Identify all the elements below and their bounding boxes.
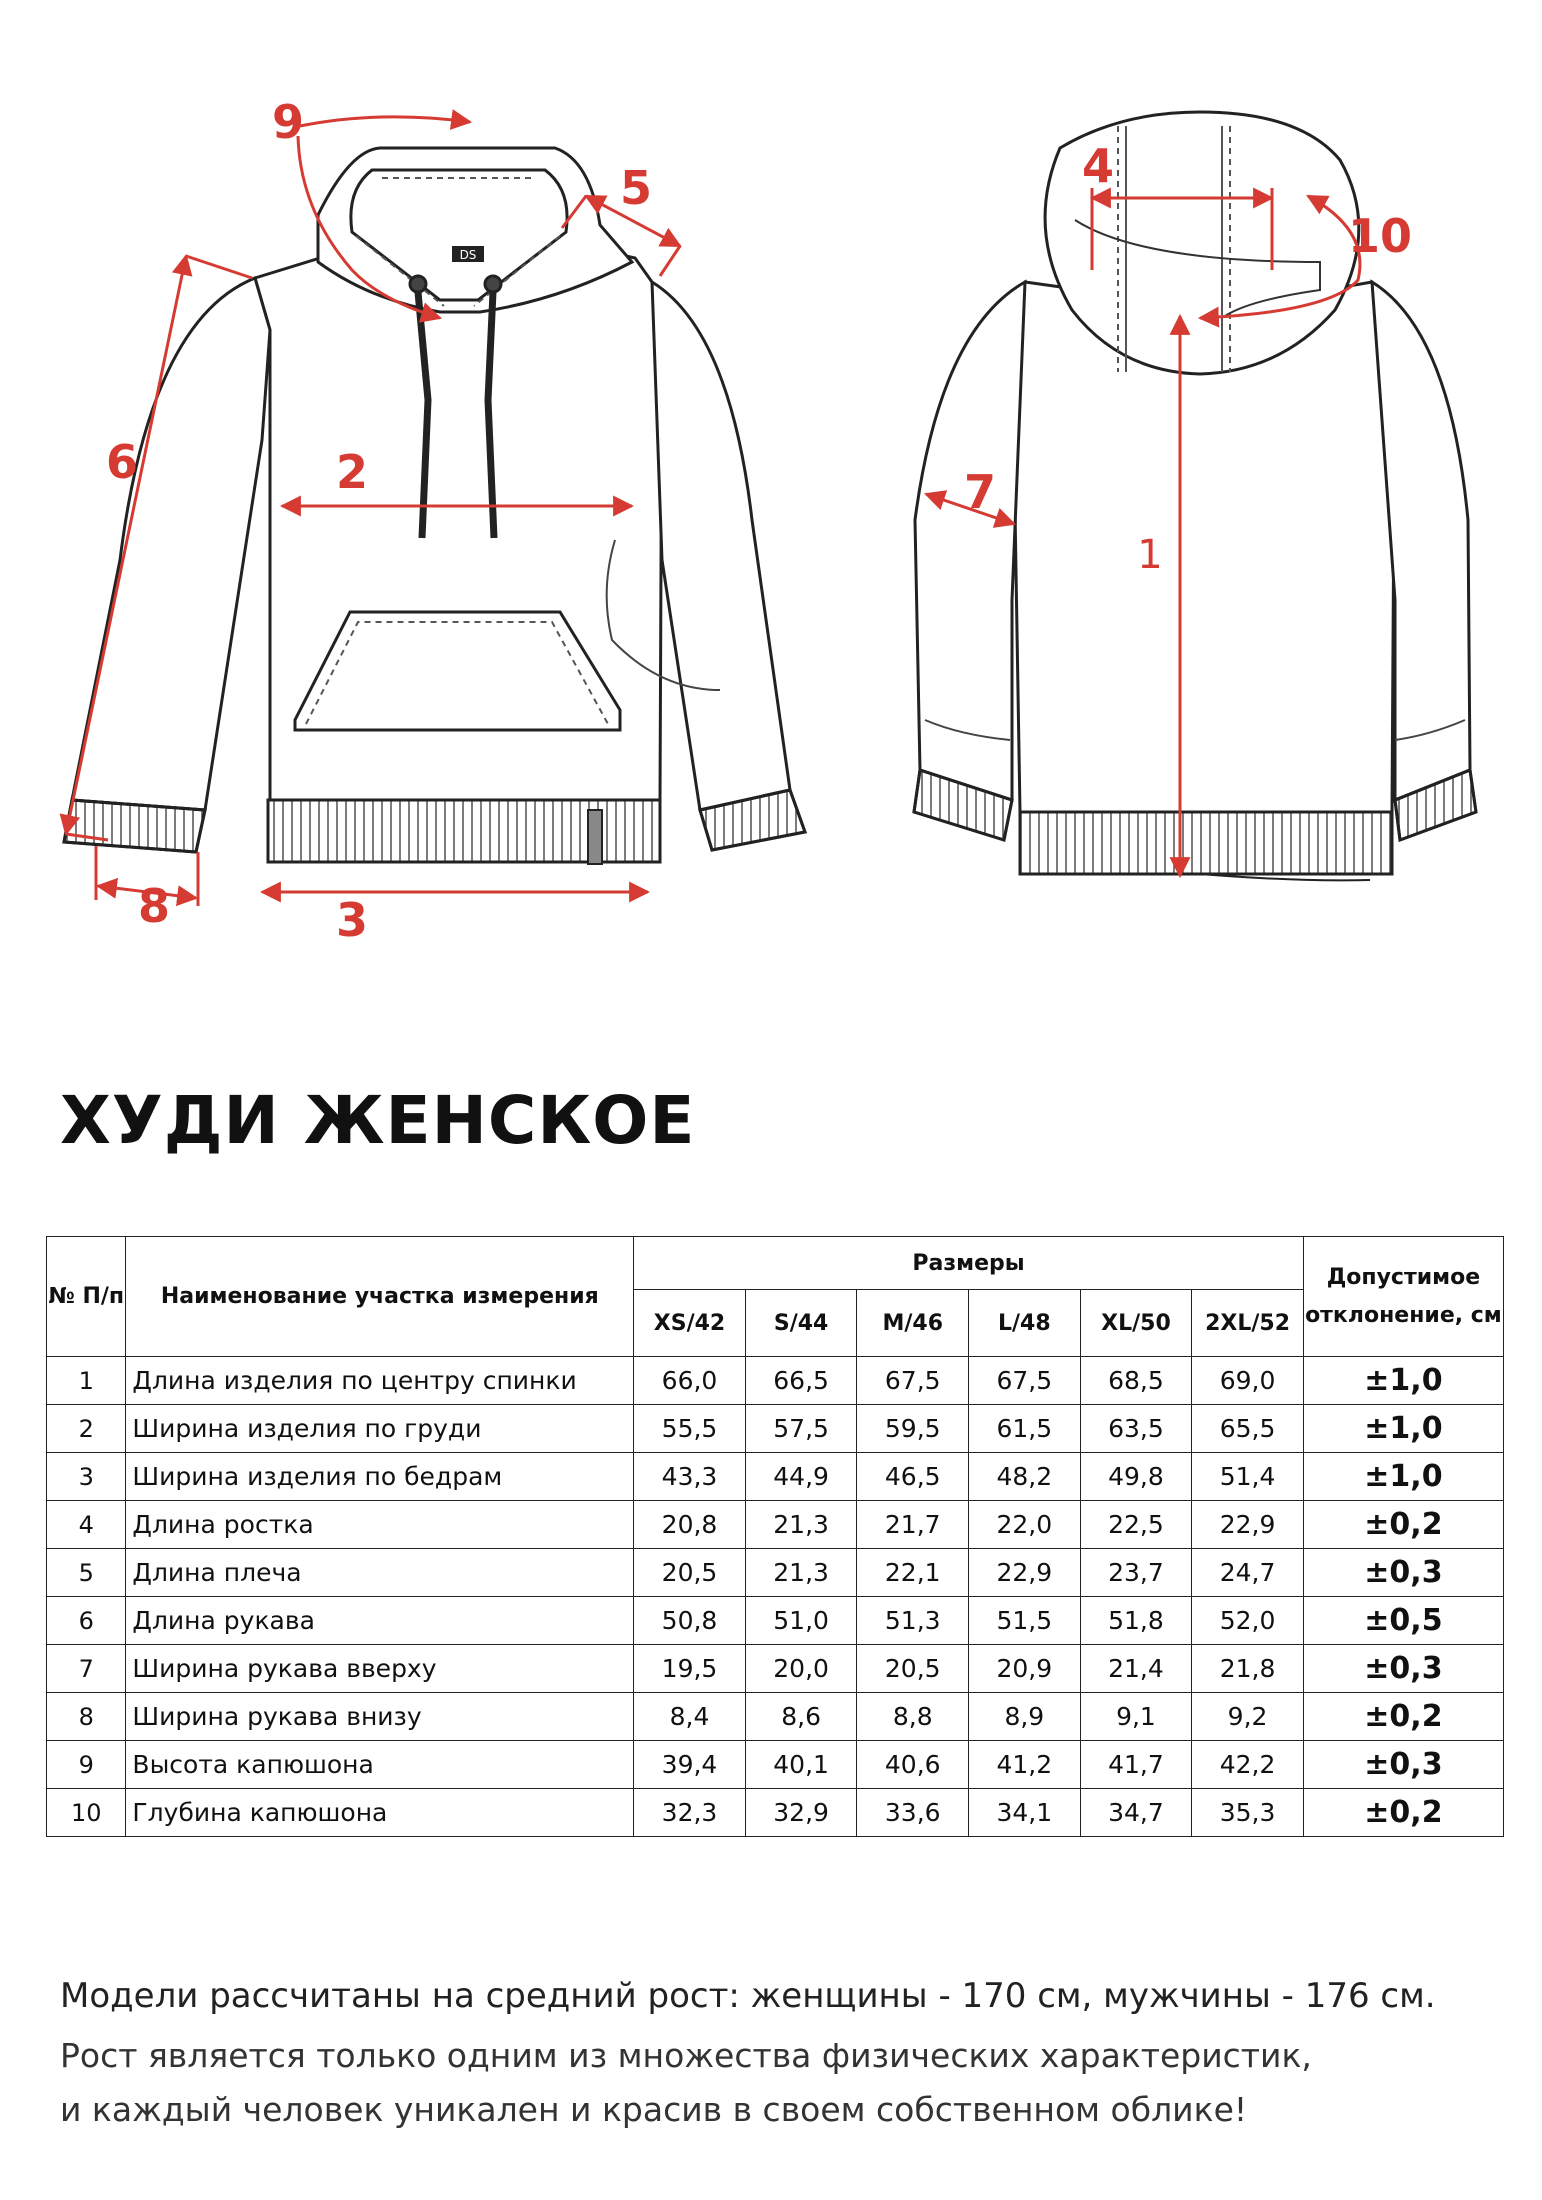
row-size-value: 23,7 (1080, 1549, 1192, 1597)
row-size-value: 34,1 (969, 1789, 1081, 1837)
table-row (47, 1789, 1504, 1837)
row-size-value: 44,9 (745, 1453, 857, 1501)
row-size-value: 20,5 (634, 1549, 746, 1597)
row-size-value: 69,0 (1192, 1357, 1304, 1405)
header-sizes: Размеры (634, 1237, 1304, 1290)
row-size-value: 40,1 (745, 1741, 857, 1789)
measure-label-1: 1 (1137, 532, 1163, 578)
measure-label-4: 4 (1081, 139, 1115, 193)
measure-label-7: 7 (963, 465, 997, 519)
row-size-value: 51,5 (969, 1597, 1081, 1645)
row-measurement-name: Высота капюшона (126, 1741, 634, 1789)
size-header: M/46 (857, 1290, 969, 1357)
row-size-value: 21,3 (745, 1501, 857, 1549)
row-number: 8 (47, 1693, 126, 1741)
row-size-value: 66,5 (745, 1357, 857, 1405)
row-tolerance: ±1,0 (1303, 1405, 1503, 1453)
row-tolerance: ±0,3 (1303, 1741, 1503, 1789)
row-number: 9 (47, 1741, 126, 1789)
table-row (47, 1357, 1504, 1405)
row-number: 2 (47, 1405, 126, 1453)
row-size-value: 51,4 (1192, 1453, 1304, 1501)
row-tolerance: ±0,2 (1303, 1789, 1503, 1837)
row-size-value: 67,5 (857, 1357, 969, 1405)
size-header: L/48 (969, 1290, 1081, 1357)
back-waistband (1020, 812, 1392, 874)
row-tolerance: ±0,3 (1303, 1645, 1503, 1693)
row-size-value: 8,6 (745, 1693, 857, 1741)
row-size-value: 51,8 (1080, 1597, 1192, 1645)
front-left-sleeve (72, 278, 270, 810)
row-size-value: 20,9 (969, 1645, 1081, 1693)
row-size-value: 20,0 (745, 1645, 857, 1693)
row-size-value: 46,5 (857, 1453, 969, 1501)
row-size-value: 22,0 (969, 1501, 1081, 1549)
row-size-value: 39,4 (634, 1741, 746, 1789)
row-size-value: 8,9 (969, 1693, 1081, 1741)
row-size-value: 49,8 (1080, 1453, 1192, 1501)
row-size-value: 20,5 (857, 1645, 969, 1693)
table-row (47, 1501, 1504, 1549)
row-size-value: 50,8 (634, 1597, 746, 1645)
row-tolerance: ±0,2 (1303, 1501, 1503, 1549)
hoodie-measurement-diagram (0, 0, 1542, 940)
row-size-value: 20,8 (634, 1501, 746, 1549)
row-size-value: 41,2 (969, 1741, 1081, 1789)
row-measurement-name: Глубина капюшона (126, 1789, 634, 1837)
row-size-value: 67,5 (969, 1357, 1081, 1405)
row-number: 5 (47, 1549, 126, 1597)
footer-line-3: и каждый человек уникален и красив в своем собственном облике! (60, 2090, 1248, 2129)
row-size-value: 55,5 (634, 1405, 746, 1453)
row-measurement-name: Ширина рукава внизу (126, 1693, 634, 1741)
size-chart-table (46, 1236, 1504, 1837)
size-header: 2XL/52 (1192, 1290, 1304, 1357)
row-number: 7 (47, 1645, 126, 1693)
row-size-value: 22,9 (969, 1549, 1081, 1597)
measure-label-6: 6 (105, 435, 139, 489)
row-measurement-name: Ширина изделия по груди (126, 1405, 634, 1453)
row-size-value: 63,5 (1080, 1405, 1192, 1453)
row-size-value: 57,5 (745, 1405, 857, 1453)
row-tolerance: ±1,0 (1303, 1357, 1503, 1405)
row-size-value: 42,2 (1192, 1741, 1304, 1789)
row-measurement-name: Длина изделия по центру спинки (126, 1357, 634, 1405)
row-size-value: 66,0 (634, 1357, 746, 1405)
row-tolerance: ±0,3 (1303, 1549, 1503, 1597)
measure-line-9 (300, 117, 470, 126)
row-measurement-name: Длина рукава (126, 1597, 634, 1645)
row-size-value: 34,7 (1080, 1789, 1192, 1837)
table-row (47, 1645, 1504, 1693)
size-header: XS/42 (634, 1290, 746, 1357)
table-row (47, 1741, 1504, 1789)
header-measurement-name: Наименование участка измерения (126, 1237, 634, 1357)
table-row (47, 1453, 1504, 1501)
row-size-value: 21,7 (857, 1501, 969, 1549)
row-tolerance: ±1,0 (1303, 1453, 1503, 1501)
row-size-value: 32,9 (745, 1789, 857, 1837)
row-size-value: 51,3 (857, 1597, 969, 1645)
header-tolerance: Допустимое отклонение, см (1303, 1237, 1503, 1357)
row-number: 6 (47, 1597, 126, 1645)
row-size-value: 8,8 (857, 1693, 969, 1741)
row-size-value: 9,2 (1192, 1693, 1304, 1741)
table-body (47, 1357, 1504, 1837)
row-measurement-name: Ширина рукава вверху (126, 1645, 634, 1693)
measure-label-9: 9 (271, 95, 305, 149)
row-number: 1 (47, 1357, 126, 1405)
measure-label-2: 2 (335, 445, 369, 499)
footer-line-1: Модели рассчитаны на средний рост: женщины - 170 см, мужчины - 176 см. (60, 1976, 1436, 2016)
row-number: 3 (47, 1453, 126, 1501)
row-size-value: 21,8 (1192, 1645, 1304, 1693)
row-size-value: 19,5 (634, 1645, 746, 1693)
table-header-row (47, 1237, 1504, 1290)
row-number: 4 (47, 1501, 126, 1549)
front-pocket (295, 612, 620, 730)
row-size-value: 52,0 (1192, 1597, 1304, 1645)
page-title: ХУДИ ЖЕНСКОЕ (60, 1082, 696, 1159)
row-size-value: 40,6 (857, 1741, 969, 1789)
row-size-value: 41,7 (1080, 1741, 1192, 1789)
row-number: 10 (47, 1789, 126, 1837)
row-size-value: 61,5 (969, 1405, 1081, 1453)
row-measurement-name: Ширина изделия по бедрам (126, 1453, 634, 1501)
row-size-value: 68,5 (1080, 1357, 1192, 1405)
measure-label-3: 3 (335, 893, 369, 940)
row-size-value: 43,3 (634, 1453, 746, 1501)
row-size-value: 33,6 (857, 1789, 969, 1837)
row-tolerance: ±0,5 (1303, 1597, 1503, 1645)
table-row (47, 1549, 1504, 1597)
row-size-value: 22,5 (1080, 1501, 1192, 1549)
size-header: S/44 (745, 1290, 857, 1357)
footer-line-2: Рост является только одним из множества физических характеристик, (60, 2036, 1312, 2075)
row-size-value: 21,4 (1080, 1645, 1192, 1693)
table-row (47, 1597, 1504, 1645)
size-header: XL/50 (1080, 1290, 1192, 1357)
row-size-value: 65,5 (1192, 1405, 1304, 1453)
row-size-value: 8,4 (634, 1693, 746, 1741)
row-size-value: 51,0 (745, 1597, 857, 1645)
row-tolerance: ±0,2 (1303, 1693, 1503, 1741)
row-size-value: 24,7 (1192, 1549, 1304, 1597)
measure-label-5: 5 (619, 161, 653, 215)
row-size-value: 48,2 (969, 1453, 1081, 1501)
row-size-value: 22,1 (857, 1549, 969, 1597)
row-size-value: 22,9 (1192, 1501, 1304, 1549)
front-label-tag (588, 810, 602, 864)
measure-label-8: 8 (137, 879, 171, 933)
row-size-value: 35,3 (1192, 1789, 1304, 1837)
front-logo-text: DS (459, 248, 477, 262)
row-size-value: 32,3 (634, 1789, 746, 1837)
row-measurement-name: Длина плеча (126, 1549, 634, 1597)
front-right-sleeve (652, 282, 790, 810)
row-measurement-name: Длина ростка (126, 1501, 634, 1549)
row-size-value: 9,1 (1080, 1693, 1192, 1741)
row-size-value: 59,5 (857, 1405, 969, 1453)
table-row (47, 1405, 1504, 1453)
table-row (47, 1693, 1504, 1741)
row-size-value: 21,3 (745, 1549, 857, 1597)
measure-label-10: 10 (1347, 209, 1413, 263)
header-number: № П/п (47, 1237, 126, 1357)
